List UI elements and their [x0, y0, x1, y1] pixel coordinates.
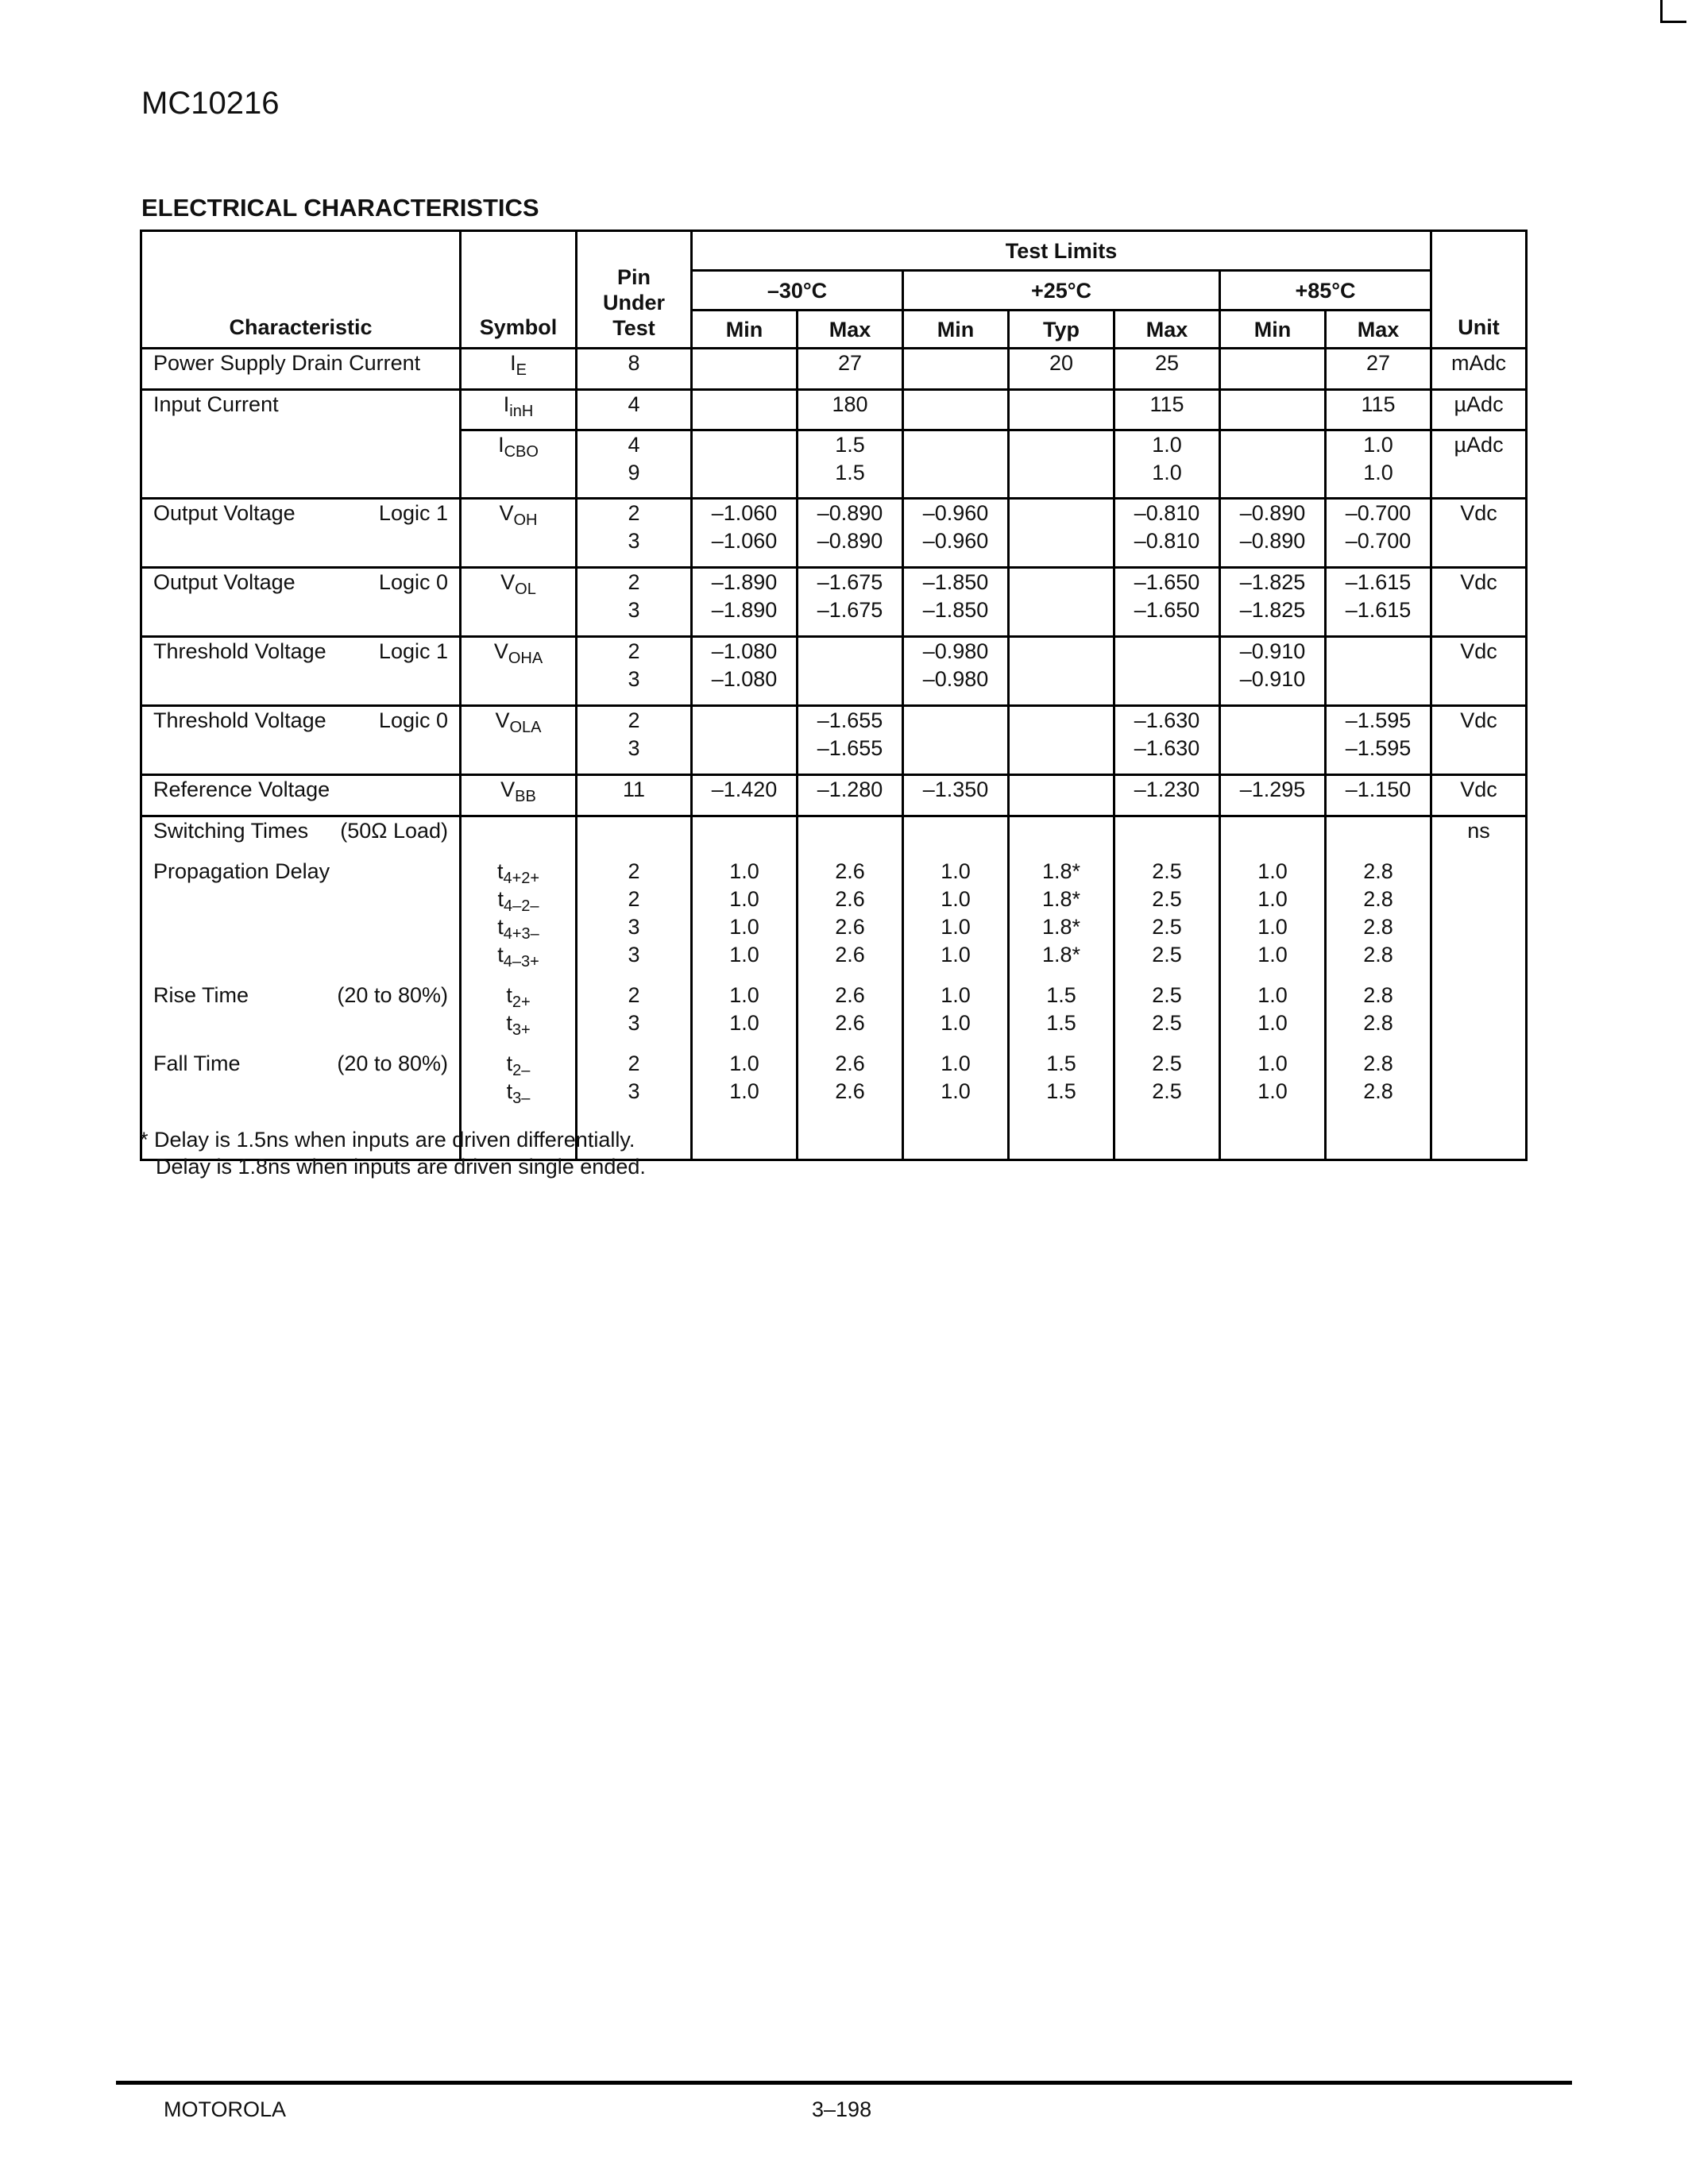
header-temp-minus30: –30°C — [692, 271, 903, 311]
value-cell: –0.890 –0.890 — [798, 499, 903, 568]
value-cell: –1.850 –1.850 — [903, 568, 1009, 637]
unit-cell: Vdc — [1431, 775, 1527, 816]
characteristic-cell: Reference Voltage — [141, 775, 461, 816]
row-threshold-voltage-logic0 — [141, 706, 1527, 775]
value-cell: 2.6 2.6 2.6 2.6 2.6 2.6 2.6 2.6 — [798, 816, 903, 1160]
value-cell: –0.980 –0.980 — [903, 637, 1009, 706]
corner-crop-mark — [1660, 0, 1686, 23]
pin-cell: 2 3 — [577, 637, 692, 706]
page-number: 3–198 — [812, 2097, 872, 2121]
unit-cell: Vdc — [1431, 568, 1527, 637]
header-max: Max — [798, 311, 903, 349]
value-cell: 1.0 1.0 — [1114, 430, 1220, 499]
value-cell: 1.0 1.0 1.0 1.0 1.0 1.0 1.0 1.0 — [903, 816, 1009, 1160]
value-cell: –1.080 –1.080 — [692, 637, 798, 706]
value-cell: –1.655 –1.655 — [798, 706, 903, 775]
value-cell: 1.8* 1.8* 1.8* 1.8* 1.5 1.5 1.5 1.5 — [1009, 816, 1114, 1160]
row-input-current-iinh — [141, 390, 1527, 430]
footnote-line: Delay is 1.8ns when inputs are driven single ended. — [156, 1155, 646, 1179]
symbol-cell: $I_{CBO}$ — [461, 430, 577, 499]
characteristic-cell: Output Voltage Logic 1 — [141, 499, 461, 568]
pin-cell: 4 — [577, 390, 692, 430]
characteristic-cell: Output Voltage Logic 0 — [141, 568, 461, 637]
characteristic-cell: Input Current — [141, 390, 461, 499]
header-min: Min — [1220, 311, 1326, 349]
symbol-cell: $I_E$ — [461, 349, 577, 390]
value-cell: –1.295 — [1220, 775, 1326, 816]
header-characteristic: Characteristic — [141, 231, 461, 349]
value-cell: –1.150 — [1326, 775, 1431, 816]
value-cell: 27 — [1326, 349, 1431, 390]
value-cell: 2.8 2.8 2.8 2.8 2.8 2.8 2.8 2.8 — [1326, 816, 1431, 1160]
value-cell: –1.615 –1.615 — [1326, 568, 1431, 637]
row-reference-voltage — [141, 775, 1527, 816]
value-cell: 1.0 1.0 1.0 1.0 1.0 1.0 1.0 1.0 — [1220, 816, 1326, 1160]
pin-cell: 2 3 — [577, 499, 692, 568]
value-cell: –0.890 –0.890 — [1220, 499, 1326, 568]
symbol-cell: $t_{4+2+}$ $t_{4-2-}$ $t_{4+3-}$ $t_{4-3+}$ $t_{2+}$ $t_{3+}$ $t_{2-}$ $t_{3-}$ — [461, 816, 577, 1160]
header-max: Max — [1114, 311, 1220, 349]
unit-cell: Vdc — [1431, 706, 1527, 775]
pin-cell: 11 — [577, 775, 692, 816]
header-unit: Unit — [1431, 231, 1527, 349]
characteristic-cell: Power Supply Drain Current — [141, 349, 461, 390]
pin-cell: 2 2 3 3 2 3 2 3 — [577, 816, 692, 1160]
value-cell: 2.5 2.5 2.5 2.5 2.5 2.5 2.5 2.5 — [1114, 816, 1220, 1160]
symbol-cell: $V_{OH}$ — [461, 499, 577, 568]
value-cell: –1.825 –1.825 — [1220, 568, 1326, 637]
doc-number: MC10216 — [141, 86, 280, 121]
row-output-voltage-logic1 — [141, 499, 1527, 568]
value-cell: –1.675 –1.675 — [798, 568, 903, 637]
value-cell: 1.0 1.0 — [1326, 430, 1431, 499]
pin-cell: 2 3 — [577, 568, 692, 637]
value-cell: 1.5 1.5 — [798, 430, 903, 499]
symbol-cell: $V_{OHA}$ — [461, 637, 577, 706]
value-cell: –1.420 — [692, 775, 798, 816]
header-temp-plus25: +25°C — [903, 271, 1220, 311]
characteristic-cell: Threshold Voltage Logic 0 — [141, 706, 461, 775]
value-cell: –1.890 –1.890 — [692, 568, 798, 637]
row-output-voltage-logic0 — [141, 568, 1527, 637]
value-cell: –0.810 –0.810 — [1114, 499, 1220, 568]
unit-cell: µAdc — [1431, 390, 1527, 430]
unit-cell: Vdc — [1431, 637, 1527, 706]
header-pin-under-test: Pin Under Test — [577, 231, 692, 349]
pin-cell: 2 3 — [577, 706, 692, 775]
value-cell: –0.700 –0.700 — [1326, 499, 1431, 568]
header-typ: Typ — [1009, 311, 1114, 349]
value-cell: –1.650 –1.650 — [1114, 568, 1220, 637]
symbol-cell: $V_{OLA}$ — [461, 706, 577, 775]
unit-cell: ns — [1431, 816, 1527, 1160]
value-cell: –0.960 –0.960 — [903, 499, 1009, 568]
value-cell: –1.350 — [903, 775, 1009, 816]
header-max: Max — [1326, 311, 1431, 349]
value-cell: –1.230 — [1114, 775, 1220, 816]
header-symbol: Symbol — [461, 231, 577, 349]
footer-rule — [116, 2081, 1572, 2085]
header-min: Min — [692, 311, 798, 349]
footer-brand: MOTOROLA — [164, 2097, 287, 2121]
section-title: ELECTRICAL CHARACTERISTICS — [141, 194, 539, 222]
symbol-cell: $V_{OL}$ — [461, 568, 577, 637]
value-cell: –1.060 –1.060 — [692, 499, 798, 568]
symbol-cell: $V_{BB}$ — [461, 775, 577, 816]
header-temp-plus85: +85°C — [1220, 271, 1431, 311]
value-cell: –1.280 — [798, 775, 903, 816]
electrical-characteristics-table — [140, 230, 1528, 1161]
value-cell: 115 — [1114, 390, 1220, 430]
value-cell: 1.0 1.0 1.0 1.0 1.0 1.0 1.0 1.0 — [692, 816, 798, 1160]
header-test-limits: Test Limits — [692, 231, 1431, 271]
unit-cell: Vdc — [1431, 499, 1527, 568]
footnote-line: * Delay is 1.5ns when inputs are driven differentially. — [140, 1128, 635, 1152]
pin-cell: 8 — [577, 349, 692, 390]
pin-cell: 4 9 — [577, 430, 692, 499]
value-cell: 180 — [798, 390, 903, 430]
value-cell: –0.910 –0.910 — [1220, 637, 1326, 706]
row-threshold-voltage-logic1 — [141, 637, 1527, 706]
characteristic-cell: Threshold Voltage Logic 1 — [141, 637, 461, 706]
value-cell: 27 — [798, 349, 903, 390]
unit-cell: mAdc — [1431, 349, 1527, 390]
footnote — [140, 1126, 646, 1180]
value-cell: 25 — [1114, 349, 1220, 390]
value-cell: 20 — [1009, 349, 1114, 390]
value-cell: –1.630 –1.630 — [1114, 706, 1220, 775]
row-power-supply-drain-current — [141, 349, 1527, 390]
symbol-cell: $I_{inH}$ — [461, 390, 577, 430]
characteristic-cell: Switching Times (50Ω Load) Propagation Delay Rise Time (20 to 80%) Fall Time (20 to 80%) — [141, 816, 461, 1160]
unit-cell: µAdc — [1431, 430, 1527, 499]
row-switching-times — [141, 816, 1527, 1160]
value-cell: –1.595 –1.595 — [1326, 706, 1431, 775]
header-min: Min — [903, 311, 1009, 349]
value-cell: 115 — [1326, 390, 1431, 430]
